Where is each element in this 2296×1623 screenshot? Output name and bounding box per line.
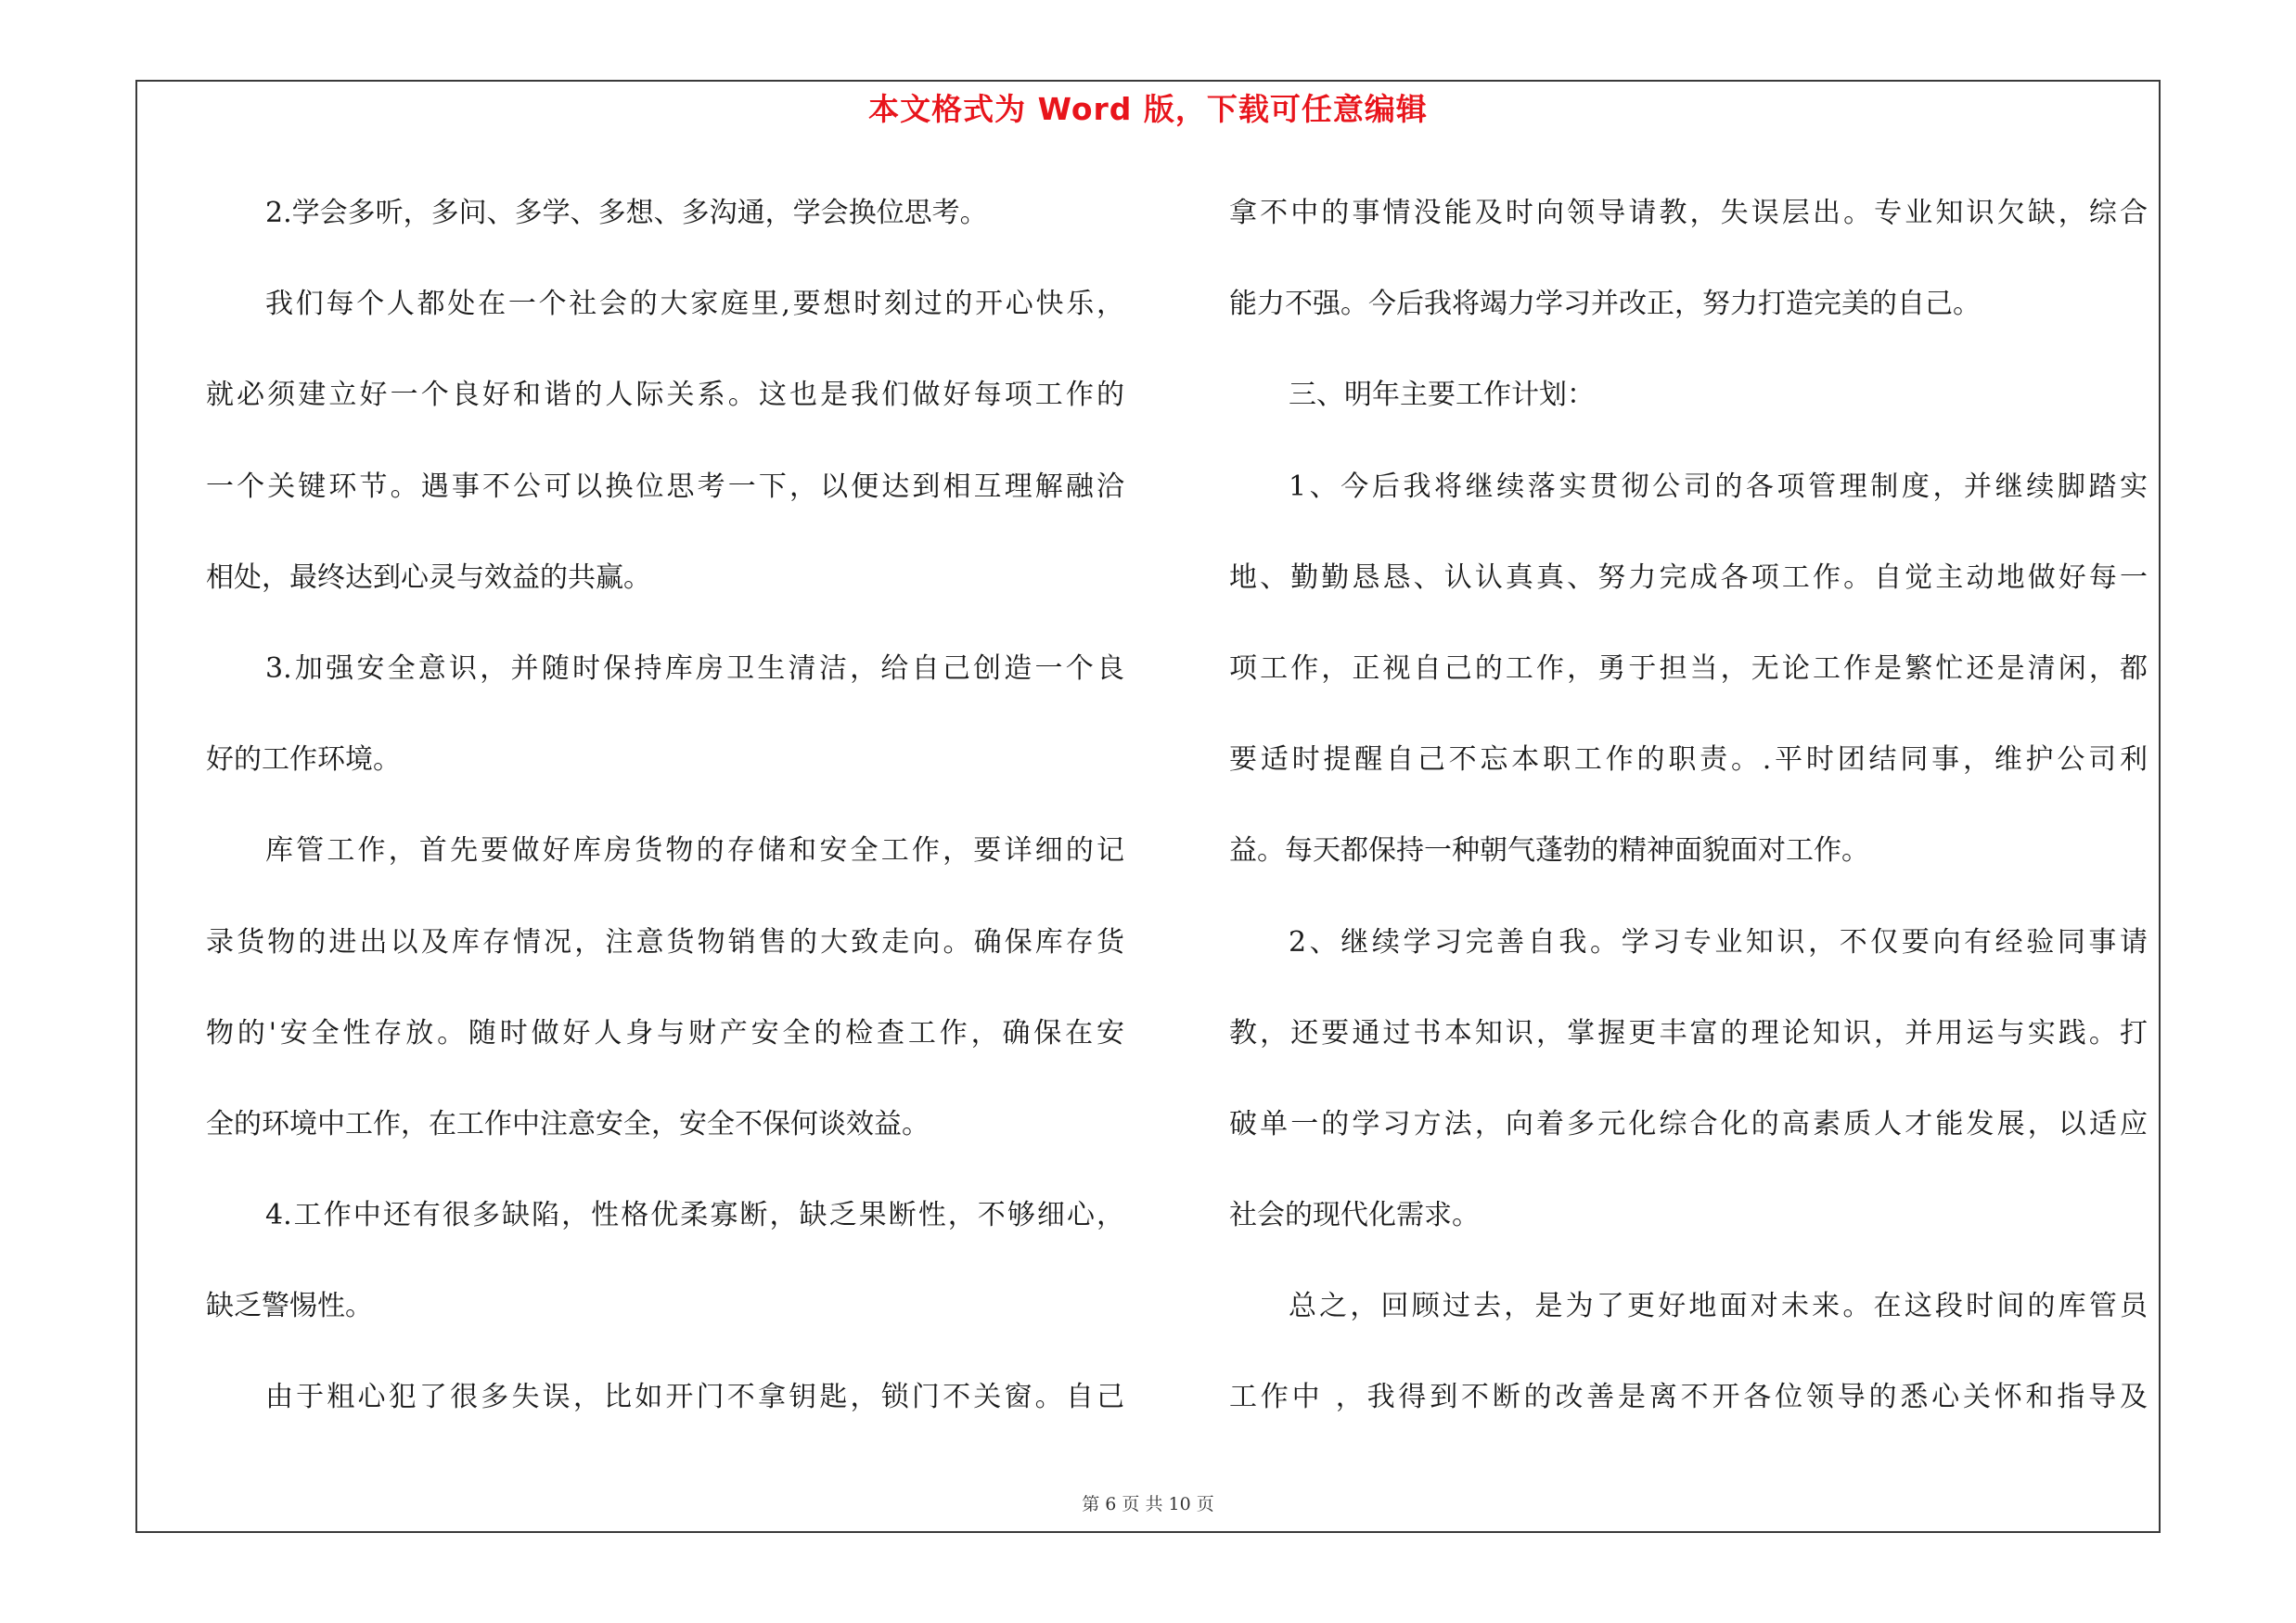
text-line: 社会的现代化需求。 bbox=[1229, 1199, 1480, 1232]
text-line: 拿不中的事情没能及时向领导请教，失误层出。专业知识欠缺，综合 bbox=[1229, 197, 2148, 229]
text-line: 能力不强。今后我将竭力学习并改正，努力打造完美的自己。 bbox=[1229, 288, 1981, 321]
text-line: 就必须建立好一个良好和谐的人际关系。这也是我们做好每项工作的 bbox=[206, 379, 1124, 412]
text-line: 4.工作中还有很多缺陷，性格优柔寡断，缺乏果断性，不够细心， bbox=[265, 1199, 1124, 1232]
text-line: 益。每天都保持一种朝气蓬勃的精神面貌面对工作。 bbox=[1229, 834, 1869, 868]
text-line: 由于粗心犯了很多失误，比如开门不拿钥匙，锁门不关窗。自己 bbox=[265, 1381, 1124, 1414]
text-line: 工作中 ，我得到不断的改善是离不开各位领导的悉心关怀和指导及 bbox=[1229, 1381, 2148, 1414]
text-line: 项工作，正视自己的工作，勇于担当，无论工作是繁忙还是清闲，都 bbox=[1229, 651, 2148, 685]
text-line: 总之，回顾过去，是为了更好地面对未来。在这段时间的库管员 bbox=[1289, 1290, 2148, 1323]
text-line: 我们每个人都处在一个社会的大家庭里,要想时刻过的开心快乐， bbox=[265, 288, 1124, 321]
text-line: 库管工作，首先要做好库房货物的存储和安全工作，要详细的记 bbox=[265, 834, 1124, 868]
header-banner: 本文格式为 Word 版，下载可任意编辑 bbox=[868, 91, 1428, 127]
text-line: 全的环境中工作，在工作中注意安全，安全不保何谈效益。 bbox=[206, 1107, 930, 1140]
text-line: 地、勤勤恳恳、认认真真、努力完成各项工作。自觉主动地做好每一 bbox=[1229, 560, 2148, 594]
text-line: 录货物的进出以及库存情况，注意货物销售的大致走向。确保库存货 bbox=[206, 925, 1124, 959]
left-column bbox=[206, 186, 1124, 1462]
text-line: 3.加强安全意识，并随时保持库房卫生清洁，给自己创造一个良 bbox=[265, 651, 1124, 685]
text-line: 1、今后我将继续落实贯彻公司的各项管理制度，并继续脚踏实 bbox=[1289, 470, 2148, 503]
text-line: 缺乏警惕性。 bbox=[206, 1290, 373, 1323]
text-line: 破单一的学习方法，向着多元化综合化的高素质人才能发展，以适应 bbox=[1229, 1107, 2148, 1140]
text-line: 教，还要通过书本知识，掌握更丰富的理论知识，并用运与实践。打 bbox=[1229, 1016, 2148, 1050]
text-line: 相处，最终达到心灵与效益的共赢。 bbox=[206, 560, 651, 594]
text-line: 2、继续学习完善自我。学习专业知识，不仅要向有经验同事请 bbox=[1289, 925, 2148, 959]
right-column bbox=[1229, 186, 2148, 1462]
text-line: 三、明年主要工作计划： bbox=[1289, 379, 1595, 412]
text-line: 物的'安全性存放。随时做好人身与财产安全的检查工作，确保在安 bbox=[206, 1016, 1124, 1050]
text-line: 要适时提醒自己不忘本职工作的职责。.平时团结同事，维护公司利 bbox=[1229, 743, 2148, 777]
page-number: 第 6 页 共 10 页 bbox=[1082, 1494, 1214, 1514]
text-line: 2.学会多听，多问、多学、多想、多沟通，学会换位思考。 bbox=[265, 197, 988, 229]
text-line: 好的工作环境。 bbox=[206, 743, 401, 777]
text-line: 一个关键环节。遇事不公可以换位思考一下，以便达到相互理解融洽 bbox=[206, 470, 1124, 503]
